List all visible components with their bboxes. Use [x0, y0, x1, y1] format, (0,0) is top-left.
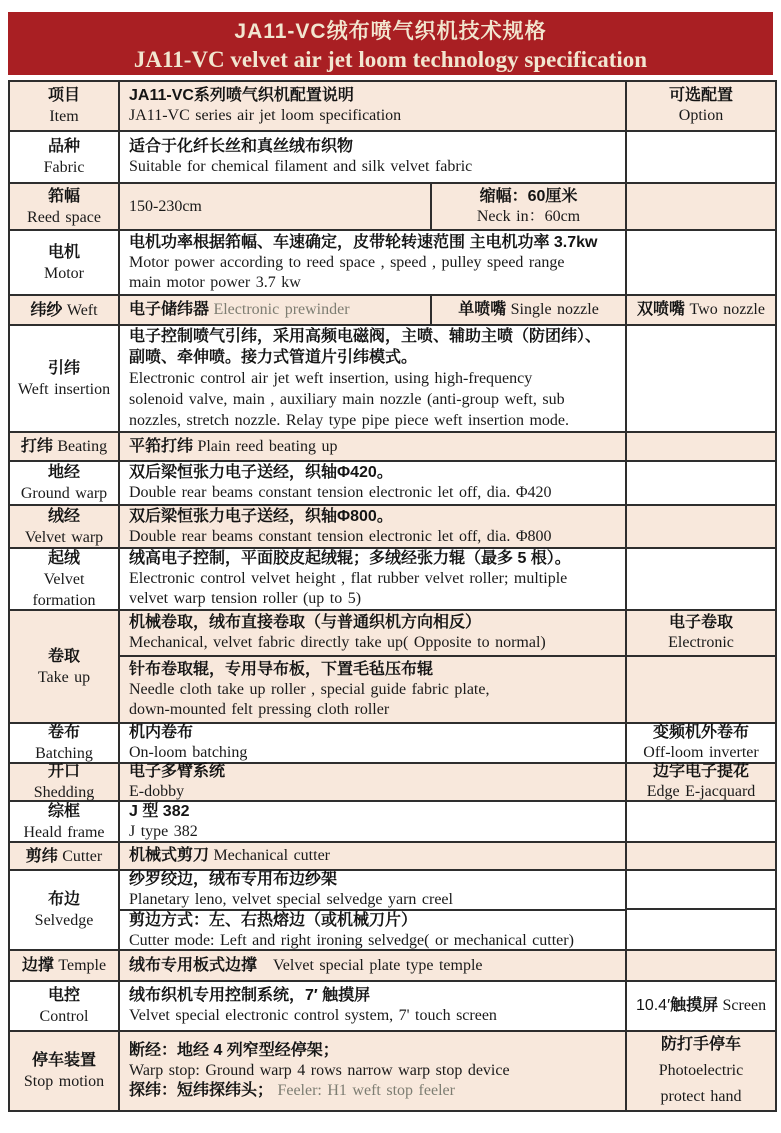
text-line [21, 436, 107, 457]
spec-row-selvedge [10, 871, 775, 951]
text-en: Ground warp [20, 485, 108, 502]
text-en: E-dobby [129, 783, 185, 800]
text-line [129, 389, 616, 410]
text-line [129, 1006, 616, 1026]
text-line [48, 186, 80, 207]
desc-cell-ground-warp [120, 462, 627, 504]
text-line [458, 300, 599, 320]
spec-row-temple [10, 951, 775, 982]
spec-row-weft [10, 296, 775, 326]
text-line [129, 723, 616, 743]
desc-cell-fabric [120, 132, 627, 182]
text-line [636, 996, 766, 1016]
text-line [25, 527, 103, 548]
option-cell-velvet-warp [627, 506, 775, 547]
text-line [647, 782, 756, 802]
text-zh: 品种 [47, 138, 80, 155]
text-line [129, 911, 616, 931]
desc-cell-stop-motion [120, 1032, 627, 1110]
text-line [26, 846, 102, 867]
text-line [129, 347, 616, 368]
option-cell-batching [627, 724, 775, 762]
spec-title-en: JA11-VC velvet air jet loom technology specification [133, 46, 648, 72]
text-en: Suitable for chemical filament and silk velvet fabric [129, 158, 473, 175]
text-line [129, 870, 616, 890]
text-zh: 单喷嘴 [458, 301, 511, 318]
text-zh: 纬纱 [30, 301, 67, 319]
text-line [129, 1081, 616, 1101]
text-line [129, 680, 616, 700]
text-line [129, 931, 616, 951]
text-zh: 机内卷布 [129, 724, 194, 741]
text-zh: 机械卷取，绒布直接卷取（与普通织机方向相反） [129, 614, 482, 632]
text-en: Heald frame [23, 823, 105, 841]
text-zh: 电机功率根据筘幅、车速确定，皮带轮转速范围 主电机功率 3.7kw [129, 233, 598, 251]
spec-row-batching [10, 724, 775, 764]
text-zh: 防打手停车 [660, 1036, 741, 1053]
text-en: Option [678, 107, 724, 124]
spec-row-control [10, 982, 775, 1032]
text-en: Electronic control air jet weft insertion, using high-frequency [129, 370, 533, 387]
option-subcell-selvedge-2 [627, 910, 775, 949]
text-line [48, 136, 80, 157]
text-en: JA11-VC series air jet loom specification [129, 107, 402, 124]
text-en: Two nozzle [689, 301, 765, 318]
text-line [44, 263, 84, 284]
item-cell-motor [10, 231, 120, 294]
text-line [129, 233, 616, 253]
spec-row-cutter [10, 843, 775, 871]
text-line [129, 463, 616, 483]
option-cells-take-up [627, 611, 775, 722]
spec-row-column-header [10, 82, 775, 132]
text-line [27, 207, 101, 228]
spec-row-heald-frame [10, 802, 775, 843]
text-zh: 探纬：短纬探纬头； [129, 1082, 278, 1099]
text-en: Off-loom inverter [643, 744, 759, 761]
text-line [659, 1058, 743, 1084]
text-en: Velvet special electronic control system, 7' touch screen [129, 1007, 497, 1024]
spec-row-reed-space [10, 184, 775, 231]
text-line [129, 137, 616, 157]
text-zh: 电子储纬器 [129, 301, 214, 318]
text-en: On-loom batching [129, 744, 248, 761]
desc-cell-temple [120, 951, 627, 980]
text-zh: 缩幅：60厘米 [479, 187, 578, 205]
text-en: Double rear beams constant tension electronic let off, dia. Φ800 [129, 527, 552, 545]
text-line [48, 801, 80, 822]
spec-table [8, 80, 777, 1112]
text-line [129, 956, 616, 976]
text-line [129, 527, 616, 547]
text-zh: 综框 [47, 802, 80, 820]
option-cell-stop-motion [627, 1032, 775, 1110]
text-line [129, 743, 616, 763]
text-line [129, 633, 616, 653]
desc-cell-batching [120, 724, 627, 762]
text-line [669, 86, 733, 106]
spec-row-motor [10, 231, 775, 296]
item-cell-take-up [10, 611, 120, 722]
text-line [129, 300, 421, 320]
option-cell-weft-insertion [627, 326, 775, 431]
text-en: 150-230cm [129, 197, 202, 215]
text-en: Selvedge [34, 912, 94, 929]
text-en: main motor power 3.7 kw [129, 273, 301, 291]
text-line [129, 1041, 616, 1061]
desc-subcell-take-up-1 [120, 611, 625, 657]
text-en: Photoelectric [658, 1062, 744, 1079]
text-line [48, 985, 80, 1006]
text-en: down-mounted felt pressing cloth roller [129, 700, 390, 718]
text-zh: 断经：地经 4 列窄型经停架； [129, 1042, 339, 1059]
text-zh: 电子控制喷气引纬，采用高频电磁阀，主喷、辅助主喷（防团纬）、 [129, 328, 602, 345]
text-en: Plain reed beating up [197, 437, 338, 455]
text-zh: 边撑 [21, 957, 59, 974]
text-en: Electronic [668, 634, 734, 652]
spec-title-banner [8, 12, 773, 75]
text-en: Velvet [43, 570, 85, 588]
text-line [48, 722, 80, 743]
item-cell-selvedge [10, 871, 120, 949]
spec-row-stop-motion [10, 1032, 775, 1110]
text-en: Batching [35, 745, 93, 762]
text-zh: 触摸屏 [670, 997, 723, 1014]
text-line [48, 506, 80, 527]
text-line [129, 410, 616, 431]
text-en: Warp stop: Ground warp 4 rows narrow warp stop device [129, 1062, 510, 1079]
option-subcell-take-up-2 [627, 657, 775, 722]
item-cell-velvet-formation [10, 549, 120, 609]
text-en: Neck in：60cm [476, 207, 581, 225]
text-en: Screen [722, 997, 767, 1014]
text-line [32, 590, 95, 611]
text-zh: 绒布专用板式边撑 [129, 956, 274, 974]
text-zh: 筘幅 [47, 187, 80, 205]
option-cell-velvet-formation [627, 549, 775, 609]
desc-cell-heald-frame [120, 802, 627, 841]
item-cell-ground-warp [10, 462, 120, 504]
text-line [653, 762, 749, 782]
text-line [32, 1050, 96, 1071]
text-en: nozzles, stretch nozzle. Relay type pipe piece weft insertion mode. [129, 412, 570, 429]
desc-cell-velvet-warp [120, 506, 627, 547]
text-en: Electronic prewinder [213, 301, 350, 318]
option-cell-ground-warp [627, 462, 775, 504]
desc-cells-reed-space [120, 184, 627, 229]
text-line [129, 589, 616, 609]
text-line [44, 157, 85, 178]
text-line [129, 660, 616, 680]
desc-cells-selvedge [120, 871, 627, 949]
text-en: Stop motion [23, 1073, 105, 1090]
text-en: Single nozzle [510, 301, 599, 318]
text-line [48, 646, 80, 667]
desc-cell-weft-insertion [120, 326, 627, 431]
text-zh: 卷取 [47, 647, 80, 665]
item-cell-weft-insertion [10, 326, 120, 431]
desc-cell-velvet-formation [120, 549, 627, 609]
item-cell-velvet-warp [10, 506, 120, 547]
option-cell-heald-frame [627, 802, 775, 841]
text-zh: 剪边方式：左、右热熔边（或机械刀片） [129, 912, 418, 929]
desc-cell-cutter [120, 843, 627, 869]
desc-cell-column-header [120, 82, 627, 130]
text-en: Take up [37, 668, 91, 686]
item-cell-batching [10, 724, 120, 762]
text-zh: 停车装置 [31, 1052, 96, 1069]
item-cell-temple [10, 951, 120, 980]
text-en: Cutter [62, 847, 103, 865]
text-line [129, 1061, 616, 1081]
option-subcell-selvedge-1 [627, 871, 775, 910]
text-zh: 平筘打纬 [129, 437, 198, 455]
text-zh: 绒布织机专用控制系统，7′ 触摸屏 [129, 987, 371, 1004]
text-line [129, 822, 616, 842]
text-line [669, 613, 733, 633]
text-line [24, 1071, 104, 1092]
text-line [48, 548, 80, 569]
text-zh: 副喷、牵伸喷。接力式管道片引纬模式。 [129, 349, 418, 366]
item-cell-beating [10, 433, 120, 460]
text-en: Weft [66, 301, 98, 319]
text-zh: 适合于化纤长丝和真丝绒布织物 [129, 138, 354, 155]
text-line [679, 106, 723, 126]
item-cell-heald-frame [10, 802, 120, 841]
option-cells-selvedge [627, 871, 775, 949]
desc-cells-take-up [120, 611, 627, 722]
text-zh: 剪纬 [25, 847, 63, 865]
text-line [38, 667, 90, 688]
text-line [49, 106, 78, 127]
text-zh: JA11-VC系列喷气织机配置说明 [129, 87, 354, 104]
text-en: Electronic control velvet height , flat rubber velvet roller; multiple [129, 570, 568, 587]
text-zh: 纱罗绞边，绒布专用布边纱架 [129, 871, 338, 888]
text-line [653, 723, 749, 743]
item-cell-stop-motion [10, 1032, 120, 1110]
text-line [129, 253, 616, 273]
text-en: Control [39, 1008, 89, 1025]
text-line [129, 368, 616, 389]
option-cell-motor [627, 231, 775, 294]
desc-cells-weft [120, 296, 627, 324]
text-en: Velvet warp [24, 528, 104, 546]
text-line [129, 569, 616, 589]
text-line [129, 197, 421, 217]
item-cell-fabric [10, 132, 120, 182]
text-line [129, 549, 616, 569]
spec-row-velvet-warp [10, 506, 775, 549]
text-en: velvet warp tension roller (up to 5) [129, 590, 362, 607]
text-zh: 电控 [47, 987, 80, 1004]
option-cell-shedding [627, 764, 775, 800]
text-line [129, 762, 616, 782]
text-en: protect hand [660, 1088, 742, 1105]
text-en: Mechanical, velvet fabric directly take up( Opposite to normal) [129, 634, 546, 652]
text-en: Motor power according to reed space , speed , pulley speed range [129, 253, 565, 271]
text-zh: 卷布 [47, 724, 80, 741]
text-line [30, 300, 97, 321]
desc-cell-motor [120, 231, 627, 294]
spec-row-weft-insertion [10, 326, 775, 433]
desc-cell-right-weft [432, 296, 625, 324]
item-cell-reed-space [10, 184, 120, 229]
text-line [48, 85, 80, 106]
spec-title-zh: JA11-VC绒布喷气织机技术规格 [234, 19, 547, 43]
option-cell-weft [627, 296, 775, 324]
text-line [129, 437, 616, 457]
option-cell-control [627, 982, 775, 1030]
text-line [129, 986, 616, 1006]
text-zh: 边字电子提花 [652, 763, 749, 780]
text-line [668, 633, 734, 653]
desc-cell-left-reed-space [120, 184, 432, 229]
text-line [129, 782, 616, 802]
text-line [35, 910, 94, 931]
item-cell-cutter [10, 843, 120, 869]
text-zh: J 型 382 [129, 802, 190, 820]
text-en: Velvet special plate type temple [273, 956, 483, 974]
text-zh: 地经 [47, 464, 80, 481]
spec-row-beating [10, 433, 775, 462]
text-line [129, 507, 616, 527]
text-zh: 电子多臂系统 [129, 763, 226, 780]
option-cell-column-header [627, 82, 775, 130]
text-zh: 可选配置 [668, 87, 733, 104]
spec-row-ground-warp [10, 462, 775, 506]
option-cell-fabric [627, 132, 775, 182]
spec-row-shedding [10, 764, 775, 802]
text-zh: 双后梁恒张力电子送经，织轴Φ420。 [129, 464, 393, 481]
text-en: Mechanical cutter [213, 847, 330, 864]
text-line [637, 300, 765, 320]
text-line [48, 358, 80, 379]
text-zh: 绒经 [47, 507, 80, 525]
text-en: Temple [58, 957, 107, 974]
text-line [48, 889, 80, 910]
text-line [129, 890, 616, 910]
item-cell-column-header [10, 82, 120, 130]
desc-subcell-take-up-2 [120, 657, 625, 722]
text-line [480, 187, 578, 207]
text-line [18, 379, 110, 400]
desc-subcell-selvedge-1 [120, 871, 625, 911]
text-en: Beating [57, 438, 108, 455]
text-en: Planetary leno, velvet special selvedge yarn creel [129, 891, 453, 908]
text-line [661, 1032, 741, 1058]
desc-cell-control [120, 982, 627, 1030]
text-line [129, 157, 616, 177]
text-line [660, 1084, 741, 1110]
spec-row-velvet-formation [10, 549, 775, 611]
text-line [129, 483, 616, 503]
desc-cell-right-reed-space [432, 184, 625, 229]
text-line [48, 761, 80, 782]
text-en: Motor [44, 264, 84, 282]
text-zh: 电机 [47, 243, 80, 261]
text-en: Reed space [27, 208, 101, 226]
text-zh: 布边 [47, 891, 80, 908]
desc-cell-shedding [120, 764, 627, 800]
text-zh: 针布卷取辊，专用导布板，下置毛毡压布辊 [129, 660, 434, 678]
text-zh: 绒高电子控制，平面胶皮起绒辊；多绒经张力辊（最多 5 根）。 [129, 550, 571, 567]
text-zh: 双喷嘴 [637, 301, 690, 318]
text-line [44, 569, 85, 590]
text-zh: 打纬 [20, 438, 58, 455]
text-zh: 电子卷取 [668, 614, 733, 632]
text-zh: 变频机外卷布 [652, 724, 749, 741]
text-zh: 机械式剪刀 [129, 847, 214, 864]
text-line [48, 462, 80, 483]
text-en: Weft insertion [17, 380, 111, 398]
text-en: formation [32, 591, 96, 609]
text-en: Double rear beams constant tension electronic let off, dia. Φ420 [129, 484, 552, 501]
option-subcell-take-up-1 [627, 611, 775, 657]
text-line [129, 273, 616, 293]
text-line [477, 207, 580, 227]
text-line [21, 483, 107, 504]
text-line [129, 846, 616, 866]
item-cell-shedding [10, 764, 120, 800]
text-zh: 开口 [47, 763, 80, 780]
text-en: Needle cloth take up roller , special guide fabric plate, [129, 680, 490, 698]
text-en: 10.4′ [635, 997, 671, 1014]
text-zh: 项目 [47, 87, 80, 104]
text-en: Item [49, 108, 79, 125]
text-en: J type 382 [129, 822, 198, 840]
text-line [22, 955, 106, 976]
text-en: solenoid valve, main , auxiliary main nozzle (anti-group weft, sub [129, 391, 565, 408]
text-en: Shedding [33, 784, 95, 801]
spec-row-take-up [10, 611, 775, 724]
text-en: Feeler: H1 weft stop feeler [277, 1082, 455, 1099]
option-cell-temple [627, 951, 775, 980]
text-line [23, 822, 104, 843]
text-line [129, 86, 616, 106]
text-line [129, 106, 616, 126]
text-zh: 起绒 [47, 549, 80, 567]
text-line [129, 326, 616, 347]
text-line [129, 802, 616, 822]
option-cell-beating [627, 433, 775, 460]
desc-cell-beating [120, 433, 627, 460]
text-line [40, 1006, 89, 1027]
text-zh: 双后梁恒张力电子送经，织轴Φ800。 [129, 507, 393, 525]
text-en: Fabric [43, 159, 85, 176]
text-en: Cutter mode: Left and right ironing selvedge( or mechanical cutter) [129, 932, 574, 949]
desc-subcell-selvedge-2 [120, 911, 625, 951]
item-cell-weft [10, 296, 120, 324]
option-cell-cutter [627, 843, 775, 869]
text-line [643, 743, 758, 763]
text-zh: 引纬 [47, 359, 80, 377]
item-cell-control [10, 982, 120, 1030]
text-line [129, 613, 616, 633]
spec-row-fabric [10, 132, 775, 184]
desc-cell-left-weft [120, 296, 432, 324]
text-line [129, 700, 616, 720]
text-line [48, 242, 80, 263]
text-en: Edge E-jacquard [646, 783, 756, 800]
option-cell-reed-space [627, 184, 775, 229]
